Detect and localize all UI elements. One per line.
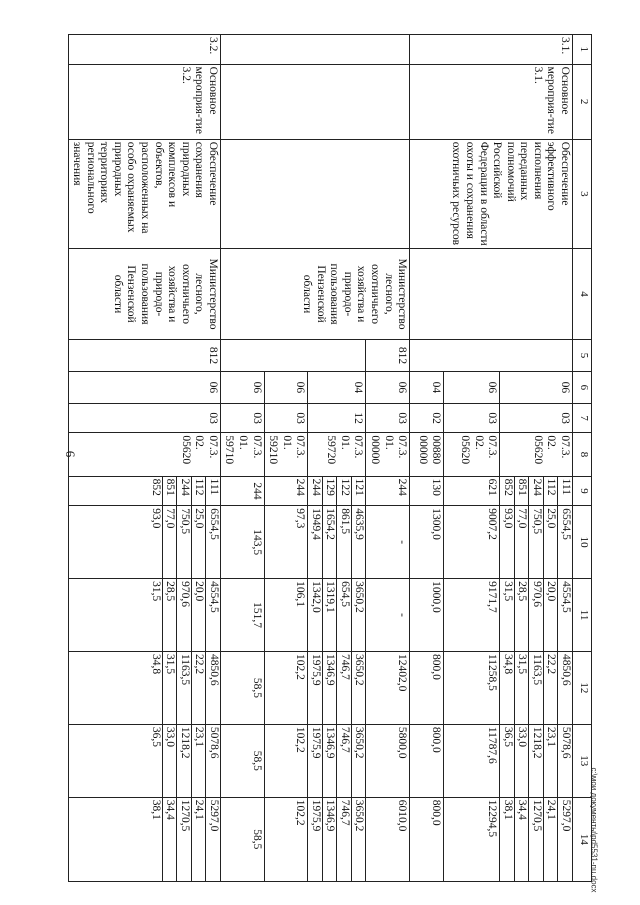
value: 36,5 [149,726,162,747]
value: 746,7 [336,725,351,797]
value: 1163,5 [528,652,543,724]
cell: 07.3. 02. 05620 [500,433,573,476]
cell: 800,0 [410,797,444,881]
value: 861,5 [336,506,351,578]
grbs-empty [220,340,366,372]
budget-table [68,34,592,882]
cell: 07.3. 01. 59710 [220,433,264,476]
value: 654,5 [336,579,351,651]
value: 129 [322,477,337,506]
cell-list [500,724,573,797]
cell: - [366,506,410,579]
value: 970,6 [528,579,543,651]
cell: 58,5 [220,651,264,724]
measure-type: Основное мероприя-тие 3.1. [410,64,573,139]
value: 4635,9 [351,506,366,578]
table-row [366,35,410,882]
col-header: 10 [573,506,592,579]
col-header: 7 [573,403,592,433]
cell: 06 [68,371,220,403]
value: 851 [162,477,177,506]
value: 852 [149,478,162,496]
cell: 07.3. 01. 00000 [366,433,410,476]
value: 111 [557,477,572,506]
cell-list [500,651,573,724]
value: 851 [514,477,529,506]
cell: 244 [366,476,410,506]
value: 31,5 [514,652,529,724]
cell-list [308,651,366,724]
value: 1270,5 [176,798,191,881]
value: 1975,9 [309,653,322,686]
footer-file-path: c:\мои документы\pd5531-nu.docx [589,767,599,893]
value: 1319,1 [322,579,337,651]
cell: 5800,0 [366,724,410,797]
cell: 9171,7 [444,579,500,652]
cell-list [308,579,366,652]
cell-list [308,476,366,506]
value: 22,2 [543,652,558,724]
value: 3650,2 [351,652,366,724]
cell: 02 [410,403,444,433]
col-header: 1 [573,35,592,65]
value: 852 [501,478,514,496]
col-header: 6 [573,371,592,403]
cell: 06 [444,371,500,403]
budget-table-wrapper [71,34,592,882]
value: 4554,5 [557,579,572,651]
grbs-empty [410,340,573,372]
cell: 58,5 [220,724,264,797]
row-number: 3.1. [410,35,573,65]
cell: 06 [264,371,308,403]
value: 28,5 [514,579,529,651]
value: 3650,2 [351,798,366,881]
cell-list [68,579,220,652]
executor-empty [410,249,573,340]
cell: 12294,5 [444,797,500,881]
cell: 1000,0 [410,579,444,652]
executor: Министерство лесного, охотничьего хозяйства и природо-пользования Пензенской области [68,249,220,340]
value: 1218,2 [176,725,191,797]
value: 111 [205,477,220,506]
value: 112 [191,477,206,506]
table-row [500,35,573,882]
cell: 03 [444,403,500,433]
col-header: 9 [573,476,592,506]
row-number: 3.2. [68,35,220,65]
cell-list [500,476,573,506]
value: 3650,2 [351,579,366,651]
value: 1949,4 [309,508,322,540]
value: 1163,5 [176,652,191,724]
cell: 04 [410,371,444,403]
col-header: 13 [573,724,592,797]
value: 1975,9 [309,726,322,759]
value: 34,8 [149,653,162,675]
value: 746,7 [336,798,351,881]
value: 34,4 [162,798,177,881]
cell: 06 [366,371,410,403]
value: 20,0 [191,579,206,651]
value: 1975,9 [309,799,322,832]
cell: 621 [444,476,500,506]
value: 93,0 [501,508,514,529]
value: 36,5 [501,726,514,747]
value: 24,1 [543,798,558,881]
value: 5078,6 [557,725,572,797]
value: 28,5 [162,579,177,651]
value: 244 [309,478,322,496]
value: 20,0 [543,579,558,651]
value: 1346,9 [322,652,337,724]
value: 1218,2 [528,725,543,797]
cell: 106,1 [264,579,308,652]
value: 1654,2 [322,506,337,578]
value: 31,5 [162,652,177,724]
col-header: 2 [573,64,592,139]
measure-type: Основное мероприя-тие 3.2. [68,64,220,139]
value: 38,1 [149,799,162,820]
measure-type-empty [220,64,409,139]
value: 31,5 [501,581,514,602]
cell: 12402,0 [366,651,410,724]
value: 34,4 [514,798,529,881]
value: 122 [336,477,351,506]
header-row [573,35,592,882]
value: 4850,6 [205,652,220,724]
grbs: 812 [366,340,410,372]
measure-name: Обеспечение эффективного исполнения переданных полномочий Российской Федерации в области охоты и сохранения охотничьих ресурсов [410,139,573,248]
cell: 102,2 [264,797,308,881]
cell-list [500,797,573,881]
value: 34,8 [501,653,514,675]
cell: 11787,6 [444,724,500,797]
cell: 03 [366,403,410,433]
page-number: 6 [63,450,78,458]
cell: 1300,0 [410,506,444,579]
cell: 11258,5 [444,651,500,724]
col-header: 12 [573,651,592,724]
row-number [220,35,409,65]
value: 5078,6 [205,725,220,797]
value: 244 [528,477,543,506]
value: 746,7 [336,652,351,724]
cell: 07.3. 01. 59210 [264,433,308,476]
cell: 97,3 [264,506,308,579]
value: 1342,0 [309,581,322,613]
cell: 04 [308,371,366,403]
cell-list [68,724,220,797]
cell: 03 [264,403,308,433]
cell: 06 [500,371,573,403]
col-header: 4 [573,249,592,340]
col-header: 11 [573,579,592,652]
cell: 800,0 [410,724,444,797]
cell: 07.3. 02. 05620 [68,433,220,476]
cell: 143,5 [220,506,264,579]
cell: 244 [220,476,264,506]
value: 33,0 [162,725,177,797]
value: 750,5 [528,506,543,578]
col-header: 8 [573,433,592,476]
value: 5297,0 [205,798,220,881]
value: 244 [176,477,191,506]
cell: 12 [308,403,366,433]
table-row [68,35,220,882]
cell-list [500,579,573,652]
col-header: 3 [573,139,592,248]
value: 31,5 [149,581,162,602]
col-header: 14 [573,797,592,881]
cell: 07.3. 02. 05620 [444,433,500,476]
value: 1270,5 [528,798,543,881]
value: 77,0 [162,506,177,578]
value: 121 [351,477,366,506]
measure-name-empty [220,139,409,248]
value: 5297,0 [557,798,572,881]
value: 25,0 [191,506,206,578]
value: 4850,6 [557,652,572,724]
value: 24,1 [191,798,206,881]
cell: 800,0 [410,651,444,724]
cell: 03 [220,403,264,433]
value: 6554,5 [205,506,220,578]
cell: 06 [220,371,264,403]
executor: Министерство лесного, охотничьего хозяйства и природо-пользования Пензенской области [220,249,409,340]
cell-list [68,476,220,506]
cell: 03 [68,403,220,433]
value: 112 [543,477,558,506]
value: 6554,5 [557,506,572,578]
cell-list [68,797,220,881]
value: 22,2 [191,652,206,724]
cell: 151,7 [220,579,264,652]
value: 25,0 [543,506,558,578]
value: 1346,9 [322,798,337,881]
cell: 00880 00000 [410,433,444,476]
cell: 102,2 [264,724,308,797]
value: 750,5 [176,506,191,578]
cell: 03 [500,403,573,433]
value: 4554,5 [205,579,220,651]
cell-list [308,506,366,579]
rotated-table-area [71,34,592,882]
cell: 6010,0 [366,797,410,881]
cell: - [366,579,410,652]
value: 23,1 [191,725,206,797]
col-header: 5 [573,340,592,372]
value: 38,1 [501,799,514,820]
cell: 9007,2 [444,506,500,579]
value: 1346,9 [322,725,337,797]
cell: 130 [410,476,444,506]
measure-name: Обеспечение сохранения природных комплексов и объектов, расположенных на особо охраняемых природных территориях регионального значения [68,139,220,248]
value: 33,0 [514,725,529,797]
cell: 07.3. 01. 59720 [308,433,366,476]
cell-list [500,506,573,579]
value: 93,0 [149,508,162,529]
grbs: 812 [68,340,220,372]
cell: 244 [264,476,308,506]
value: 3650,2 [351,725,366,797]
cell-list [68,651,220,724]
value: 970,6 [176,579,191,651]
cell-list [308,797,366,881]
cell-list [308,724,366,797]
cell: 102,2 [264,651,308,724]
value: 77,0 [514,506,529,578]
value: 23,1 [543,725,558,797]
cell-list [68,506,220,579]
cell: 58,5 [220,797,264,881]
